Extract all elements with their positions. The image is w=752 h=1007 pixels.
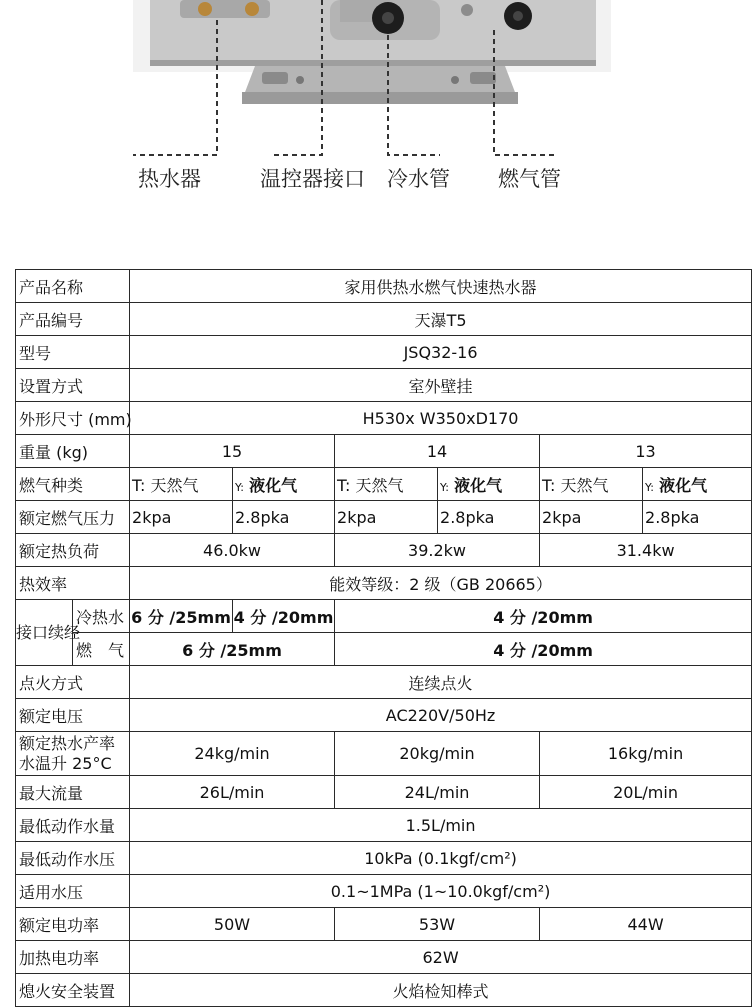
elec-power-value-2: 53W <box>335 908 540 941</box>
table-row <box>16 699 752 732</box>
gas-type-lpg: Y: 液化气 <box>438 468 540 501</box>
max-flow-value-1: 26L/min <box>130 776 335 809</box>
row-label: 最大流量 <box>16 776 130 809</box>
label-cold-water-pipe: 冷水管 <box>387 167 450 191</box>
row-label: 点火方式 <box>16 666 130 699</box>
row-label: 外形尺寸 (mm) <box>16 402 130 435</box>
spec-table <box>15 269 752 1007</box>
row-label: 型号 <box>16 336 130 369</box>
safety-value: 火焰检知棒式 <box>130 974 752 1007</box>
interface-gas-value-1: 6 分 /25mm <box>130 633 335 666</box>
table-row <box>16 600 752 633</box>
row-label: 产品名称 <box>16 270 130 303</box>
row-label: 燃气种类 <box>16 468 130 501</box>
heater-bottom-illustration <box>0 0 750 260</box>
table-row <box>16 842 752 875</box>
ignition-value: 连续点火 <box>130 666 752 699</box>
weight-value-2: 14 <box>335 435 540 468</box>
elec-power-value-3: 44W <box>540 908 752 941</box>
gas-type-lpg: Y: 液化气 <box>643 468 752 501</box>
max-flow-value-3: 20L/min <box>540 776 752 809</box>
elec-power-value-1: 50W <box>130 908 335 941</box>
row-label: 加热电功率 <box>16 941 130 974</box>
min-pressure-value: 10kPa (0.1kgf/cm²) <box>130 842 752 875</box>
label-heater: 热水器 <box>138 167 201 191</box>
table-row <box>16 270 752 303</box>
table-row <box>16 468 752 501</box>
row-label: 额定热负荷 <box>16 534 130 567</box>
gas-pressure-y: 2.8pka <box>233 501 335 534</box>
table-row <box>16 534 752 567</box>
voltage-value: AC220V/50Hz <box>130 699 752 732</box>
table-row <box>16 303 752 336</box>
heat-power-value: 62W <box>130 941 752 974</box>
row-label: 产品编号 <box>16 303 130 336</box>
row-label: 额定电压 <box>16 699 130 732</box>
efficiency-value: 能效等级：2 级（GB 20665） <box>130 567 752 600</box>
interface-water-value-3: 4 分 /20mm <box>335 600 752 633</box>
row-label: 熄火安全装置 <box>16 974 130 1007</box>
table-row <box>16 336 752 369</box>
table-row <box>16 666 752 699</box>
table-row <box>16 402 752 435</box>
dimension-value: H530x W350xD170 <box>130 402 752 435</box>
row-label: 热效率 <box>16 567 130 600</box>
interface-gas-value-2: 4 分 /20mm <box>335 633 752 666</box>
row-label: 额定电功率 <box>16 908 130 941</box>
table-row <box>16 435 752 468</box>
gas-pressure-t: 2kpa <box>540 501 643 534</box>
label-thermostat-port: 温控器接口 <box>260 167 365 191</box>
interface-water-value-2: 4 分 /20mm <box>233 600 335 633</box>
heat-load-value-3: 31.4kw <box>540 534 752 567</box>
gas-pressure-y: 2.8pka <box>438 501 540 534</box>
weight-value-1: 15 <box>130 435 335 468</box>
table-row <box>16 633 752 666</box>
heat-load-value-2: 39.2kw <box>335 534 540 567</box>
gas-type-natural: T: 天然气 <box>335 468 438 501</box>
heat-load-value-1: 46.0kw <box>130 534 335 567</box>
interface-water-label: 冷热水 <box>73 600 130 633</box>
row-label: 最低动作水压 <box>16 842 130 875</box>
min-flow-value: 1.5L/min <box>130 809 752 842</box>
gas-pressure-t: 2kpa <box>335 501 438 534</box>
gas-pressure-t: 2kpa <box>130 501 233 534</box>
table-row <box>16 501 752 534</box>
table-row <box>16 776 752 809</box>
row-label: 额定燃气压力 <box>16 501 130 534</box>
interface-label: 接口续经 <box>16 600 73 666</box>
row-label: 适用水压 <box>16 875 130 908</box>
hot-water-rate-value-3: 16kg/min <box>540 732 752 776</box>
hot-water-rate-value-2: 20kg/min <box>335 732 540 776</box>
gas-type-natural: T: 天然气 <box>130 468 233 501</box>
row-label: 最低动作水量 <box>16 809 130 842</box>
table-row <box>16 567 752 600</box>
table-row <box>16 809 752 842</box>
product-photo <box>0 0 750 260</box>
gas-pressure-y: 2.8pka <box>643 501 752 534</box>
install-value: 室外壁挂 <box>130 369 752 402</box>
gas-type-natural: T: 天然气 <box>540 468 643 501</box>
interface-water-value-1: 6 分 /25mm <box>130 600 233 633</box>
product-code-value: 天瀑T5 <box>130 303 752 336</box>
label-gas-pipe: 燃气管 <box>498 167 561 191</box>
max-flow-value-2: 24L/min <box>335 776 540 809</box>
row-label: 额定热水产率水温升 25°C <box>16 732 130 776</box>
model-value: JSQ32-16 <box>130 336 752 369</box>
row-label: 设置方式 <box>16 369 130 402</box>
gas-type-lpg: Y: 液化气 <box>233 468 335 501</box>
hot-water-rate-value-1: 24kg/min <box>130 732 335 776</box>
table-row <box>16 369 752 402</box>
table-row <box>16 908 752 941</box>
table-row <box>16 974 752 1007</box>
table-row <box>16 875 752 908</box>
interface-gas-label: 燃 气 <box>73 633 130 666</box>
table-row <box>16 732 752 776</box>
water-pressure-value: 0.1~1MPa (1~10.0kgf/cm²) <box>130 875 752 908</box>
product-name-value: 家用供热水燃气快速热水器 <box>130 270 752 303</box>
row-label: 重量 (kg) <box>16 435 130 468</box>
weight-value-3: 13 <box>540 435 752 468</box>
table-row <box>16 941 752 974</box>
